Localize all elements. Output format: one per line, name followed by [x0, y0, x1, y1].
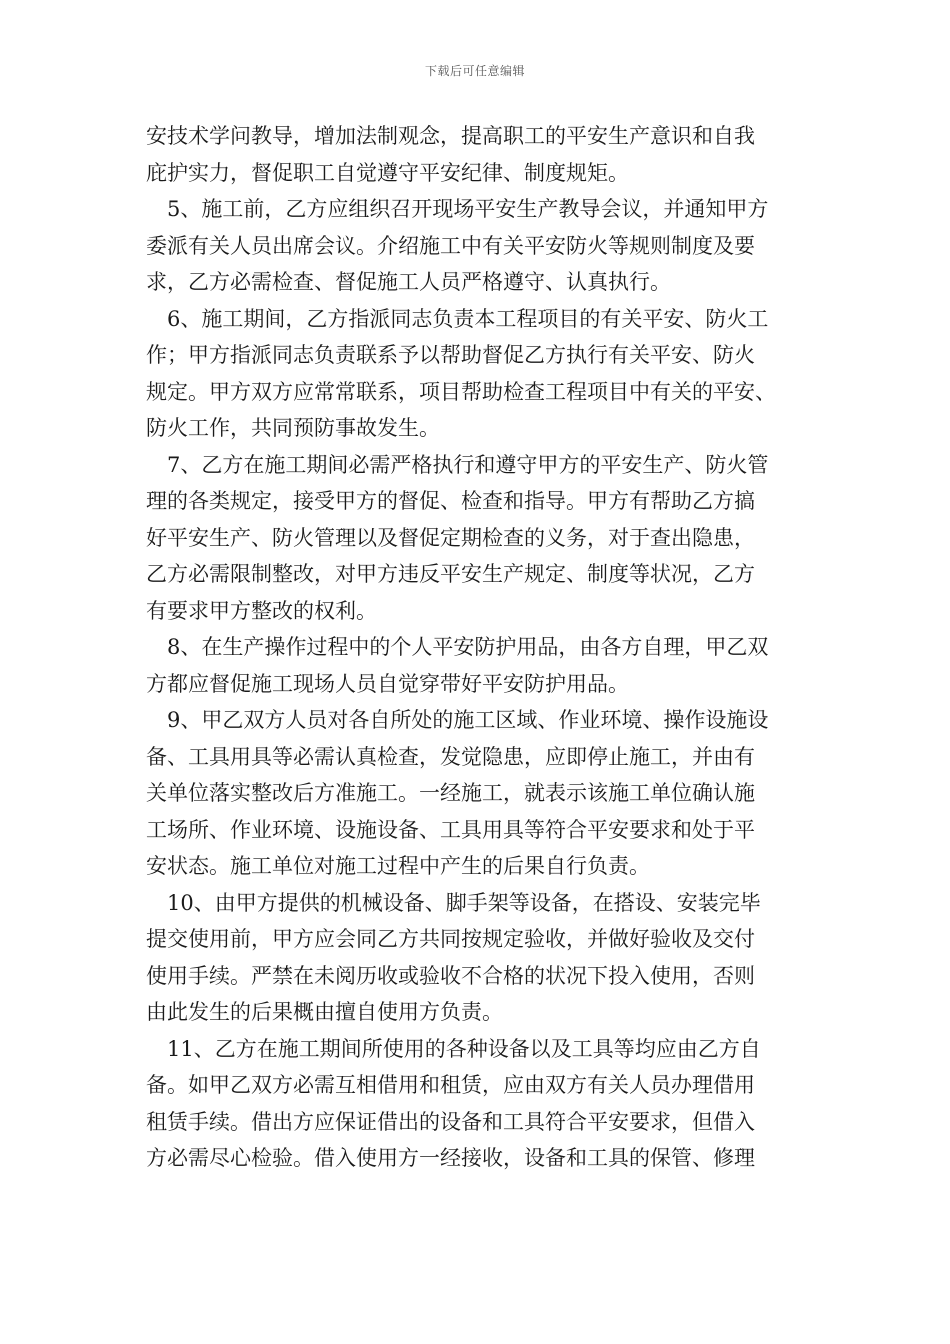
paragraph-line: 备、工具用具等必需认真检查，发觉隐患，应即停止施工，并由有 [146, 744, 755, 769]
paragraph-line: 关单位落实整改后方准施工。一经施工，就表示该施工单位确认施 [146, 781, 755, 805]
paragraph-line: 租赁手续。借出方应保证借出的设备和工具符合平安要求，但借入 [146, 1109, 755, 1134]
page-header: 下载后可任意编辑 [424, 64, 525, 78]
paragraph-line: 求，乙方必需检查、督促施工人员严格遵守、认真执行。 [146, 270, 671, 294]
paragraph-first-line: 11、乙方在施工期间所使用的各种设备以及工具等均应由乙方自 [167, 1036, 761, 1061]
paragraph-line: 委派有关人员出席会议。介绍施工中有关平安防火等规则制度及要 [146, 233, 755, 258]
paragraph-line: 乙方必需限制整改，对甲方违反平安生产规定、制度等状况，乙方 [146, 562, 755, 586]
paragraph-line: 使用手续。严禁在未阅历收或验收不合格的状况下投入使用，否则 [146, 963, 755, 988]
paragraph-line: 安状态。施工单位对施工过程中产生的后果自行负责。 [146, 854, 650, 878]
paragraph-first-line: 9、甲乙双方人员对各自所处的施工区域、作业环境、操作设施设 [167, 708, 769, 732]
document-body [146, 118, 826, 1177]
paragraph-first-line: 6、施工期间，乙方指派同志负责本工程项目的有关平安、防火工 [167, 306, 769, 331]
paragraph-first-line: 10、由甲方提供的机械设备、脚手架等设备，在搭设、安装完毕 [167, 890, 761, 915]
paragraph-line: 作；甲方指派同志负责联系予以帮助督促乙方执行有关平安、防火 [146, 343, 755, 367]
paragraph-line: 理的各类规定，接受甲方的督促、检查和指导。甲方有帮助乙方搞 [146, 489, 755, 513]
paragraph-line: 备。如甲乙双方必需互相借用和租赁，应由双方有关人员办理借用 [146, 1073, 755, 1097]
paragraph-line: 由此发生的后果概由擅自使用方负责。 [146, 1000, 503, 1024]
paragraph-line: 方都应督促施工现场人员自觉穿带好平安防护用品。 [146, 671, 629, 696]
paragraph-line: 工场所、作业环境、设施设备、工具用具等符合平安要求和处于平 [146, 817, 755, 842]
paragraph-line: 有要求甲方整改的权利。 [146, 598, 377, 623]
paragraph-line: 庇护实力，督促职工自觉遵守平安纪律、制度规矩。 [146, 160, 629, 185]
paragraph-first-line: 7、乙方在施工期间必需严格执行和遵守甲方的平安生产、防火管 [167, 452, 769, 477]
paragraph-first-line: 5、施工前，乙方应组织召开现场平安生产教导会议，并通知甲方 [167, 197, 769, 221]
paragraph-line: 规定。甲方双方应常常联系，项目帮助检查工程项目中有关的平安、 [146, 379, 776, 404]
paragraph-line: 防火工作，共同预防事故发生。 [146, 416, 440, 440]
paragraph-line: 提交使用前，甲方应会同乙方共同按规定验收，并做好验收及交付 [146, 927, 755, 951]
paragraph-first-line: 8、在生产操作过程中的个人平安防护用品，由各方自理，甲乙双 [167, 635, 769, 659]
paragraph-line: 安技术学问教导，增加法制观念，提高职工的平安生产意识和自我 [146, 124, 755, 148]
paragraph-line: 方必需尽心检验。借入使用方一经接收，设备和工具的保管、修理 [146, 1146, 755, 1170]
paragraph-line: 好平安生产、防火管理以及督促定期检查的义务，对于查出隐患， [146, 525, 755, 550]
